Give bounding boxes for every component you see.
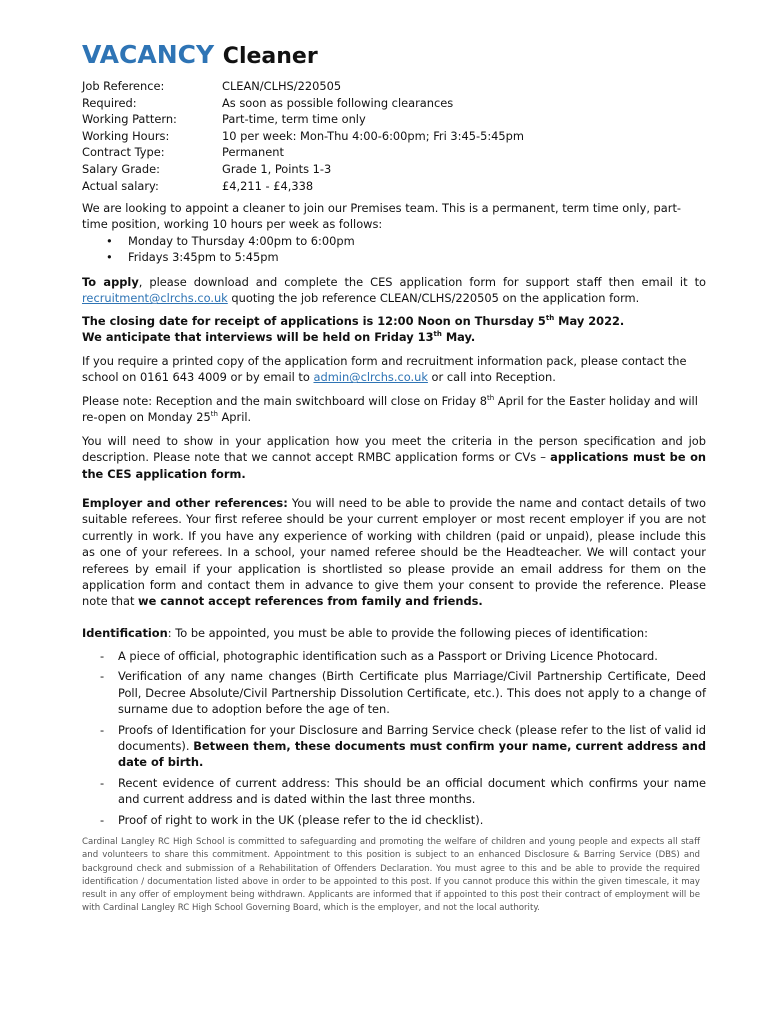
detail-label: Salary Grade:	[82, 161, 160, 176]
identification-item	[82, 722, 706, 771]
interview-sup: th	[433, 330, 442, 339]
note-text: Please note: Reception and the main switchboard will close on Friday 8	[82, 394, 487, 408]
criteria-bold: applications must be on the CES application form.	[82, 450, 707, 481]
dash-marker: -	[100, 812, 105, 827]
identification-item	[82, 668, 706, 717]
identification-item	[82, 775, 706, 808]
dash-marker: -	[100, 669, 105, 684]
apply-text: , please download and complete the CES application form for support staff then email it to	[138, 275, 707, 289]
apply-lead: To apply	[82, 275, 139, 289]
detail-label: Required:	[82, 95, 137, 110]
note-sup-2: th	[210, 410, 218, 419]
admin-email-link[interactable]: admin@clrchs.co.uk	[313, 370, 428, 385]
identification-item	[82, 812, 706, 828]
dash-marker: -	[100, 722, 105, 737]
identification-item-text: Verification of any name changes (Birth Certificate plus Marriage/Civil Partnership Certificate, Deed Poll, Decree Absolute/Civil Partnership Dissolution Certificate, etc.). This does not apply to a change of surname due to adoption before the age of ten.	[118, 669, 706, 717]
closing-text: The closing date for receipt of applications is 12:00 Noon on Thursday 5	[82, 314, 546, 328]
easter-note-paragraph	[82, 393, 706, 426]
identification-item-text: Recent evidence of current address: This should be an official document which confirms your name and current address and is dated within the last three months.	[118, 775, 706, 807]
safeguarding-footer: Cardinal Langley RC High School is committed to safeguarding and promoting the welfare of children and young people and expects all staff and volunteers to share this commitment. Appointment to this position is subject to an enhanced Disclosure & Barring Service (DBS) and background check and submission of a Rehabilitation of Offenders Declaration. You must agree to this and be able to provide the required identification / documentation listed above in order to be appointed to this post. If you cannot produce this within the given timescale, it may result in any offer of employment being withdrawn. Applicants are informed that if appointed to this post their contract of employment will be with Cardinal Langley RC High School Governing Board, which is the employer, and not the local authority.	[82, 837, 700, 914]
detail-row	[82, 128, 702, 145]
references-lead: Employer and other references:	[82, 496, 288, 510]
interview-text: We anticipate that interviews will be held on Friday 13	[82, 330, 434, 345]
detail-value: £4,211 - £4,338	[222, 178, 314, 193]
detail-label: Actual salary:	[82, 178, 159, 193]
dash-marker: -	[100, 775, 105, 790]
identification-list	[82, 648, 706, 832]
references-paragraph	[82, 495, 706, 610]
identification-item-text: A piece of official, photographic identification such as a Passport or Driving Licence Photocard.	[118, 649, 658, 663]
detail-row	[82, 78, 702, 95]
apply-paragraph	[82, 274, 706, 307]
criteria-text: You will need to show in your application how you meet the criteria in the person specification and job description. Please note that we cannot accept RMBC application forms or CVs –	[82, 434, 706, 465]
criteria-paragraph	[82, 433, 706, 482]
note-sup: th	[486, 394, 495, 403]
detail-label: Working Hours:	[82, 128, 170, 143]
detail-row	[82, 95, 702, 112]
identification-item-text: Proof of right to work in the UK (please refer to the id checklist).	[118, 812, 484, 827]
references-text: You will need to be able to provide the name and contact details of two suitable referees. Your first referee should be your current employer or most recent employer if you are not currently in work. If you have any experience of working with children (paid or unpaid), please include this as one of your referees. In a school, your named referee should be the Headteacher. We will contact your referees by email if your application is shortlisted so please provide an email address for them on the application form and contact them in advance to give them your consent to provide the reference. Please note that	[82, 496, 706, 609]
closing-paragraph	[82, 313, 706, 346]
printed-copy-paragraph	[82, 353, 706, 386]
note-text-3: April.	[217, 410, 252, 425]
detail-value: As soon as possible following clearances	[222, 95, 454, 110]
note-text-2: April for the Easter holiday and will re-open on Monday 25	[82, 394, 698, 425]
printed-text: If you require a printed copy of the application form and recruitment information pack, please contact the school on 0161 643 4009 or by email to	[82, 354, 687, 385]
printed-text-2: or call into Reception.	[427, 370, 556, 385]
dash-marker: -	[100, 649, 105, 663]
detail-value: Grade 1, Points 1-3	[222, 161, 332, 176]
detail-label: Working Pattern:	[82, 112, 177, 127]
title-role: Cleaner	[222, 44, 318, 69]
detail-label: Contract Type:	[82, 145, 165, 160]
intro-section	[82, 200, 706, 266]
identification-item	[82, 648, 706, 664]
page-title	[82, 38, 318, 74]
detail-row	[82, 161, 702, 178]
detail-label: Job Reference:	[82, 79, 165, 93]
detail-row	[82, 111, 702, 128]
detail-value: 10 per week: Mon-Thu 4:00-6:00pm; Fri 3:45-5:45pm	[222, 128, 524, 143]
detail-row	[82, 144, 702, 161]
title-vacancy: VACANCY	[82, 40, 215, 69]
references-bold: we cannot accept references from family and friends.	[138, 594, 483, 609]
identification-item-text: Proofs of Identification for your Disclosure and Barring Service check (please refer to the list of valid id documents).	[118, 722, 706, 754]
detail-value: CLEAN/CLHS/220505	[222, 79, 342, 93]
closing-text-end: May 2022.	[554, 314, 625, 328]
interview-text-end: May.	[441, 330, 476, 345]
job-details	[82, 78, 702, 194]
detail-value: Part-time, term time only	[222, 112, 366, 127]
hours-item: • Monday to Thursday 4:00pm to 6:00pm	[128, 233, 706, 249]
identification-lead: Identification	[82, 626, 168, 640]
closing-sup: th	[545, 314, 555, 323]
closing-date	[82, 314, 624, 328]
intro-text: We are looking to appoint a cleaner to join our Premises team. This is a permanent, term time only, part-time position, working 10 hours per week as follows:	[82, 201, 682, 232]
detail-row	[82, 178, 702, 195]
apply-text-2: quoting the job reference CLEAN/CLHS/220505 on the application form.	[227, 291, 640, 306]
interview-date	[82, 330, 475, 344]
recruitment-email-link[interactable]: recruitment@clrchs.co.uk	[82, 291, 228, 306]
detail-value: Permanent	[222, 145, 284, 160]
identification-text: : To be appointed, you must be able to provide the following pieces of identification:	[167, 626, 648, 640]
hours-item: • Fridays 3:45pm to 5:45pm	[128, 249, 706, 265]
hours-list	[82, 233, 706, 266]
identification-item-bold: Between them, these documents must confirm your name, current address and date of birth.	[118, 739, 706, 770]
identification-paragraph	[82, 625, 706, 641]
